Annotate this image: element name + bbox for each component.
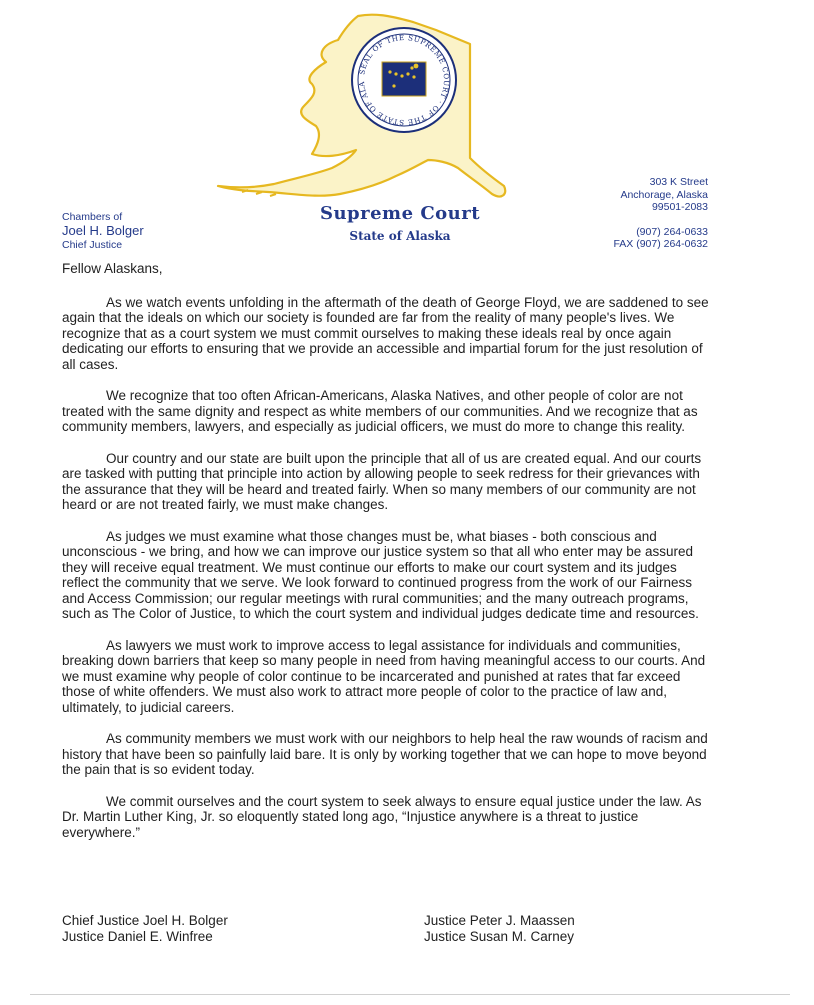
chambers-block [62, 211, 222, 251]
signature-name: Justice Susan M. Carney [424, 929, 575, 944]
svg-text:SEAL OF THE SUPREME COURT · OF: SEAL OF THE SUPREME COURT · OF THE STATE OF ALA [356, 32, 452, 128]
paragraph: As lawyers we must work to improve access to legal assistance for individuals and communities, breaking down barriers that keep so many people in need from having meaningful access to our courts. And we must examine why people of color continue to be incarcerated and punished at rates that far exceed those of white offenders. We must also work to attract more people of color to the practice of law and, ultimately, to judicial careers. [62, 637, 706, 715]
court-state: State of Alaska [349, 229, 451, 243]
signatures-right [424, 913, 704, 945]
justice-title: Chief Justice [62, 239, 123, 251]
signature-name: Chief Justice Joel H. Bolger [62, 913, 228, 928]
court-seal [352, 28, 456, 132]
signature-name: Justice Peter J. Maassen [424, 913, 575, 928]
seal-flag [382, 62, 426, 96]
address-zip: 99501-2083 [651, 201, 708, 213]
alaska-seal-map [208, 8, 528, 204]
address-city: Anchorage, Alaska [620, 188, 708, 201]
signatures-left [62, 913, 342, 945]
paragraph: We commit ourselves and the court system to seek always to ensure equal justice under the law. As Dr. Martin Luther King, Jr. so eloquently stated long ago, “Injustice anywhere is a threat to justice everywhere.” [62, 793, 702, 840]
address-street: 303 K Street [649, 176, 708, 188]
paragraph: Our country and our state are built upon the principle that all of us are created equal. And our courts are tasked with putting that principle into action by allowing people to seek redress for their grievances with the assurance that they will be heard and treated fairly. When so many members of our community are not heard or are not treated fairly, we must make changes. [62, 450, 702, 512]
letter-body [62, 261, 712, 856]
phone-number: (907) 264-0633 [636, 225, 708, 238]
address-block [548, 176, 708, 251]
signature-name: Justice Daniel E. Winfree [62, 929, 213, 944]
justice-name: Joel H. Bolger [62, 223, 144, 238]
paragraph: As community members we must work with our neighbors to help heal the raw wounds of racism and history that have been so painfully laid bare. It is only by working together that we can hope to move beyond the pain that is so evident today. [62, 731, 708, 777]
paragraph: As we watch events unfolding in the aftermath of the death of George Floyd, we are saddened to see again that the ideals on which our society is founded are far from the reality of many people's lives. We recognize that as a court system we must commit ourselves to making these ideals real by once again dedicating our efforts to ensuring that we provide an accessible and impartial forum for the just resolution of all cases. [62, 294, 709, 372]
salutation: Fellow Alaskans, [62, 261, 163, 276]
chambers-label: Chambers of [62, 211, 123, 223]
paragraph: We recognize that too often African-Americans, Alaska Natives, and other people of color are not treated with the same dignity and respect as white members of our communities. And we recognize that as community members, lawyers, and especially as judicial officers, we must do more to change this reality. [62, 388, 698, 434]
fax-number: FAX (907) 264-0632 [613, 238, 708, 250]
court-name: Supreme Court [319, 203, 481, 224]
paragraph: As judges we must examine what those changes must be, what biases - both conscious and unconscious - we bring, and how we can improve our justice system so that all who enter may be assured they will receive equal treatment. We must continue our efforts to make our court system and its judges reflect the community that we serve. We look forward to continued progress from the work of our Fairness and Access Commission; our regular meetings with rural communities; and the many outreach programs, such as The Color of Justice, to which the court system and individual judges dedicate time and resources. [62, 528, 699, 621]
footer-divider [30, 994, 790, 995]
